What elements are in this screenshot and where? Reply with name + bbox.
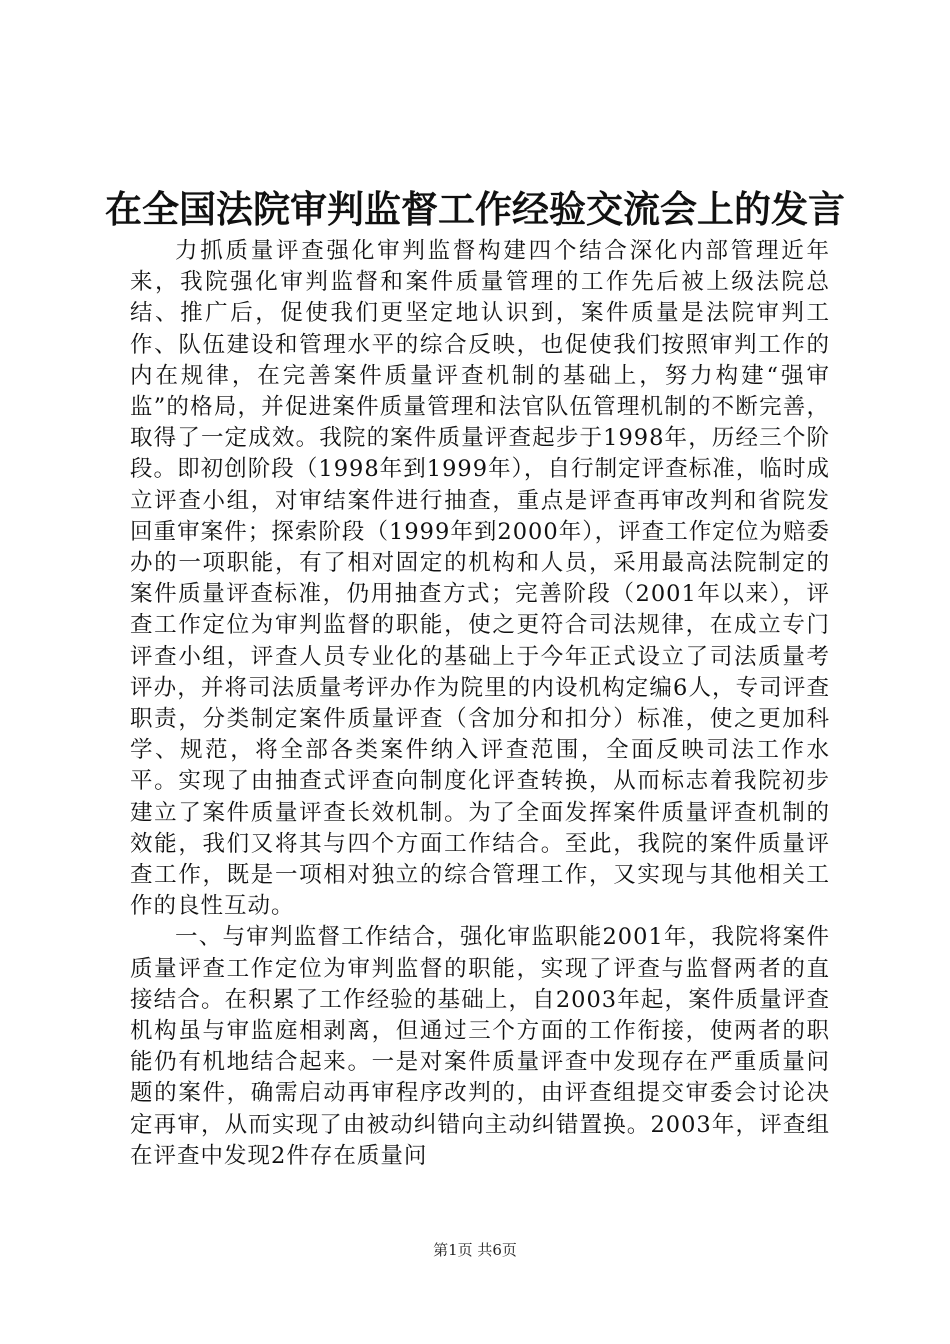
paragraph-2: 一、与审判监督工作结合，强化审监职能2001年，我院将案件质量评查工作定位为审判监督的职能，实现了评查与监督两者的直接结合。在积累了工作经验的基础上，自2003年起，案件质量评查机构虽与审监庭相剥离，但通过三个方面的工作衔接，使两者的职能仍有机地结合起来。一是对案件质量评查中发现存在严重质量问题的案件，确需启动再审程序改判的，由评查组提交审委会讨论决定再审，从而实现了由被动纠错向主动纠错置换。2003年，评查组在评查中发现2件存在质量问 (130, 924, 830, 1169)
page-number-footer: 第1页 共6页 (433, 1241, 517, 1259)
document-title: 在全国法院审判监督工作经验交流会上的发言 (105, 188, 845, 231)
document-body (130, 236, 830, 1172)
paragraph-1: 力抓质量评查强化审判监督构建四个结合深化内部管理近年来，我院强化审判监督和案件质量管理的工作先后被上级法院总结、推广后，促使我们更坚定地认识到，案件质量是法院审判工作、队伍建设和管理水平的综合反映，也促使我们按照审判工作的内在规律，在完善案件质量评查机制的基础上，努力构建“强审监”的格局，并促进案件质量管理和法官队伍管理机制的不断完善，取得了一定成效。我院的案件质量评查起步于1998年，历经三个阶段。即初创阶段（1998年到1999年），自行制定评查标准，临时成立评查小组，对审结案件进行抽查，重点是评查再审改判和省院发回重审案件；探索阶段（1999年到2000年），评查工作定位为赔委办的一项职能，有了相对固定的机构和人员，采用最高法院制定的案件质量评查标准，仍用抽查方式；完善阶段（2001年以来），评查工作定位为审判监督的职能，使之更符合司法规律，在成立专门评查小组，评查人员专业化的基础上于今年正式设立了司法质量考评办，并将司法质量考评办作为院里的内设机构定编6人，专司评查职责，分类制定案件质量评查（含加分和扣分）标准，使之更加科学、规范，将全部各类案件纳入评查范围，全面反映司法工作水平。实现了由抽查式评查向制度化评查转换，从而标志着我院初步建立了案件质量评查长效机制。为了全面发挥案件质量评查机制的效能，我们又将其与四个方面工作结合。至此，我院的案件质量评查工作，既是一项相对独立的综合管理工作，又实现与其他相关工作的良性互动。 (130, 238, 830, 920)
